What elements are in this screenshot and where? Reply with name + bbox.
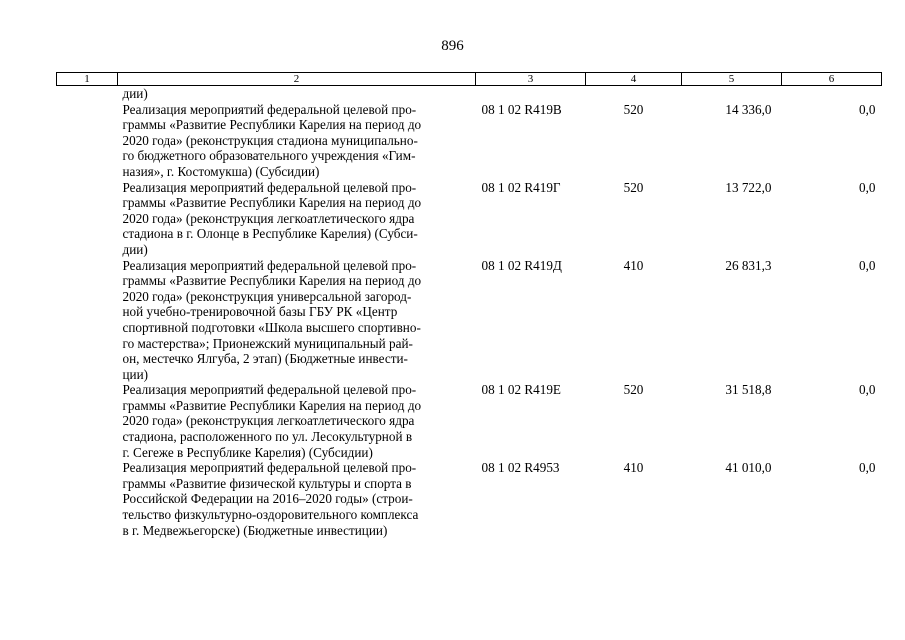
expense-type: 520 [623,179,644,195]
column-header: 3 [476,73,586,86]
amount: 31 518,8 [725,382,772,398]
target-code: 08 1 02 R419Д [481,257,562,273]
table-header-row [57,73,882,86]
amount-2: 0,0 [859,257,876,273]
description-line: назия», г. Костомукша) (Субсидии) [122,163,320,179]
continuation-row [57,86,882,102]
amount-2: 0,0 [859,460,876,476]
description-line: го мастерства»; Прионежский муниципальный рай- [122,335,413,351]
description-line: 2020 года» (реконструкция стадиона муниципально- [122,132,418,148]
amount-2: 0,0 [859,101,876,117]
description-line: Реализация мероприятий федеральной целевой про- [122,101,417,117]
amount: 13 722,0 [725,179,772,195]
page-number: 896 [441,38,464,54]
description-line: он, местечко Ялгуба, 2 этап) (Бюджетные инвести- [122,351,408,367]
description-line: 2020 года» (реконструкция легкоатлетического ядра [122,210,415,226]
row-description [57,102,476,180]
expense-type: 520 [623,382,644,398]
column-header: 5 [682,73,782,86]
description-line: стадиона, расположенного по ул. Лесокультурной в [122,429,413,445]
description-line: Реализация мероприятий федеральной целевой про- [122,257,417,273]
target-code: 08 1 02 R4953 [481,460,560,476]
description-line: тельство физкультурно-оздоровительного комплекса [122,507,419,523]
description-line: граммы «Развитие Республики Карелия на период до [122,117,422,133]
expense-type: 410 [623,257,644,273]
description-line: Реализация мероприятий федеральной целевой про- [122,382,417,398]
description-line: г. Сегеже в Республике Карелия) (Субсидии) [122,444,373,460]
row-description [57,180,476,258]
target-code: 08 1 02 R419Г [481,179,561,195]
budget-table [56,72,882,538]
column-header: 6 [782,73,882,86]
amount: 14 336,0 [725,101,772,117]
description-line: Реализация мероприятий федеральной целевой про- [122,179,417,195]
description-line: граммы «Развитие физической культуры и спорта в [122,475,412,491]
amount-2: 0,0 [859,382,876,398]
amount: 41 010,0 [725,460,772,476]
column-header: 4 [586,73,682,86]
row-description [57,258,476,383]
column-header: 2 [118,73,476,86]
amount-2: 0,0 [859,179,876,195]
column-header: 1 [57,73,118,86]
description-line: стадиона в г. Олонце в Республике Карелия) (Субси- [122,226,418,242]
expense-type: 410 [623,460,644,476]
description-line: спортивной подготовки «Школа высшего спортивно- [122,319,421,335]
description-line: го бюджетного образовательного учреждения «Гим- [122,148,416,164]
continuation-text: дии) [122,86,148,101]
description-line: Реализация мероприятий федеральной целевой про- [122,460,417,476]
row-description [57,460,476,538]
table-row [57,102,882,180]
description-line: Российской Федерации на 2016–2020 годы» (строи- [122,491,413,507]
target-code: 08 1 02 R419Е [481,382,561,398]
description-line: в г. Медвежьегорске) (Бюджетные инвестиции) [122,522,388,538]
table-row [57,180,882,258]
table-row [57,460,882,538]
description-line: дии) [122,241,148,257]
description-line: 2020 года» (реконструкция легкоатлетического ядра [122,413,415,429]
description-line: граммы «Развитие Республики Карелия на период до [122,397,422,413]
description-line: граммы «Развитие Республики Карелия на период до [122,273,422,289]
description-line: 2020 года» (реконструкция универсальной загород- [122,288,412,304]
description-line: ной учебно-тренировочной базы ГБУ РК «Центр [122,304,398,320]
amount: 26 831,3 [725,257,772,273]
description-line: ции) [122,366,149,382]
table-row [57,382,882,460]
expense-type: 520 [623,101,644,117]
description-line: граммы «Развитие Республики Карелия на период до [122,195,422,211]
target-code: 08 1 02 R419В [481,101,562,117]
table-row [57,258,882,383]
row-description [57,382,476,460]
